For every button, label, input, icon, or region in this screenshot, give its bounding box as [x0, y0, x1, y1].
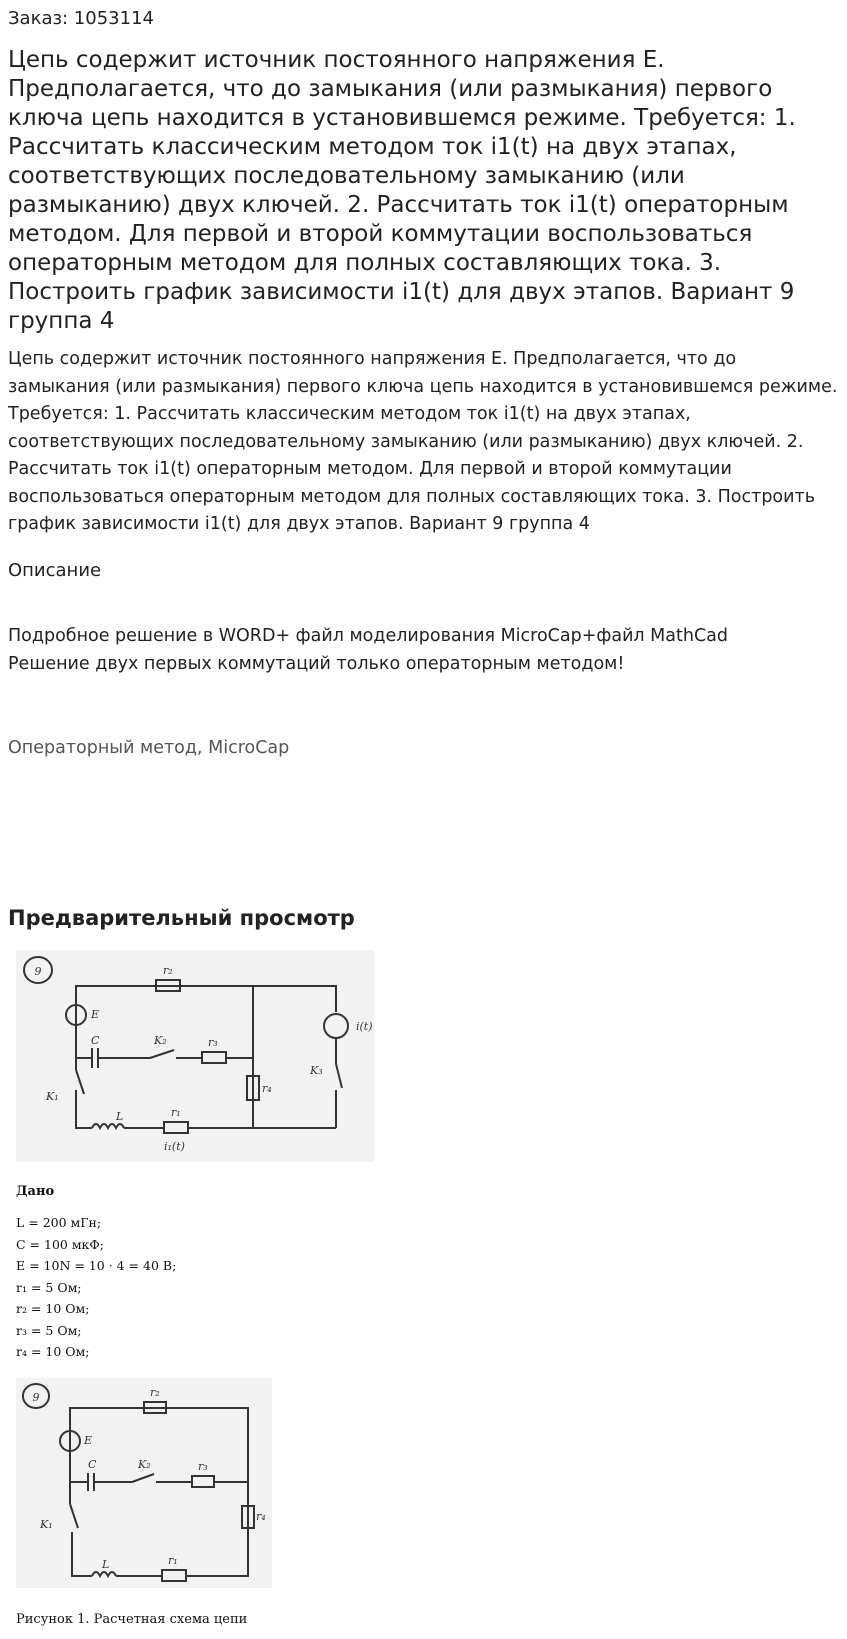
description-section-label: Описание	[8, 560, 102, 581]
given-r2: r₂ = 10 Ом;	[16, 1301, 90, 1316]
given-title: Дано	[16, 1184, 55, 1199]
label-r2: r₂	[163, 964, 173, 977]
label-K3: K₃	[310, 1064, 323, 1077]
page-title: Цепь содержит источник постоянного напряжения Е. Предполагается, что до замыкания (или размыкания) первого ключа цепь находится в установившемся режиме. Требуется: 1. Рассчитать классическим методом ток i1(t) на двух этапах, соответствующих последовательному замыканию (или размыканию) двух ключей. 2. Рассчитать ток i1(t) операторным методом. Для первой и второй коммутации воспользоваться операторным методом для полных составляющих тока. 3. Построить график зависимости i1(t) для двух этапов. Вариант 9 группа 4	[8, 47, 796, 334]
label-L: L	[116, 1110, 124, 1123]
given-E: E = 10N = 10 · 4 = 40 В;	[16, 1258, 177, 1273]
svg-text:E: E	[84, 1434, 93, 1447]
tags[interactable]: Операторный метод, MicroCap	[8, 738, 290, 758]
figure-caption: Рисунок 1. Расчетная схема цепи	[16, 1612, 248, 1627]
svg-text:K₁: K₁	[40, 1518, 53, 1531]
svg-text:r₁: r₁	[168, 1554, 178, 1567]
given-C: C = 100 мкФ;	[16, 1236, 104, 1252]
description-details	[8, 622, 728, 678]
given-r3: r₃ = 5 Ом;	[16, 1322, 82, 1338]
order-number: Заказ: 1053114	[8, 8, 154, 29]
given-r1: r₁ = 5 Ом;	[16, 1279, 82, 1295]
label-K2: K₂	[154, 1034, 167, 1047]
label-i1: i₁(t)	[164, 1140, 185, 1153]
description-line-1: Подробное решение в WORD+ файл моделирования MicroCap+файл MathCad	[8, 626, 729, 646]
given-r4: r₄ = 10 Ом;	[16, 1344, 90, 1359]
svg-text:C: C	[88, 1458, 97, 1471]
label-r3: r₃	[208, 1036, 218, 1049]
preview-title: Предварительный просмотр	[8, 906, 355, 930]
circuit-schematic-full	[16, 950, 374, 1162]
given-L: L = 200 мГн;	[16, 1215, 102, 1230]
svg-text:9: 9	[32, 1391, 40, 1404]
svg-text:L: L	[102, 1558, 110, 1571]
label-r4: r₄	[262, 1082, 272, 1095]
product-description: Цепь содержит источник постоянного напряжения Е. Предполагается, что до замыкания (или размыкания) первого ключа цепь находится в установившемся режиме. Требуется: 1. Рассчитать классическим методом ток i1(t) на двух этапах, соответствующих последовательному замыканию (или размыканию) двух ключей. 2. Рассчитать ток i1(t) операторным методом. Для первой и второй коммутации воспользоваться операторным методом для полных составляющих тока. 3. Построить график зависимости i1(t) для двух этапов. Вариант 9 группа 4	[8, 349, 838, 534]
description-line-2: Решение двух первых коммутаций только операторным методом!	[8, 654, 625, 674]
svg-text:r₂: r₂	[150, 1386, 160, 1399]
circuit-schematic	[16, 1378, 272, 1588]
label-K1: K₁	[46, 1090, 59, 1103]
svg-text:K₂: K₂	[138, 1458, 151, 1471]
given-data	[16, 1184, 176, 1363]
svg-text:r₄: r₄	[256, 1510, 266, 1523]
svg-text:r₃: r₃	[198, 1460, 208, 1473]
label-E: E	[91, 1008, 100, 1021]
label-J: i(t)	[356, 1020, 373, 1033]
label-r1: r₁	[171, 1106, 181, 1119]
label-C: C	[91, 1034, 100, 1047]
variant-number: 9	[34, 965, 42, 978]
